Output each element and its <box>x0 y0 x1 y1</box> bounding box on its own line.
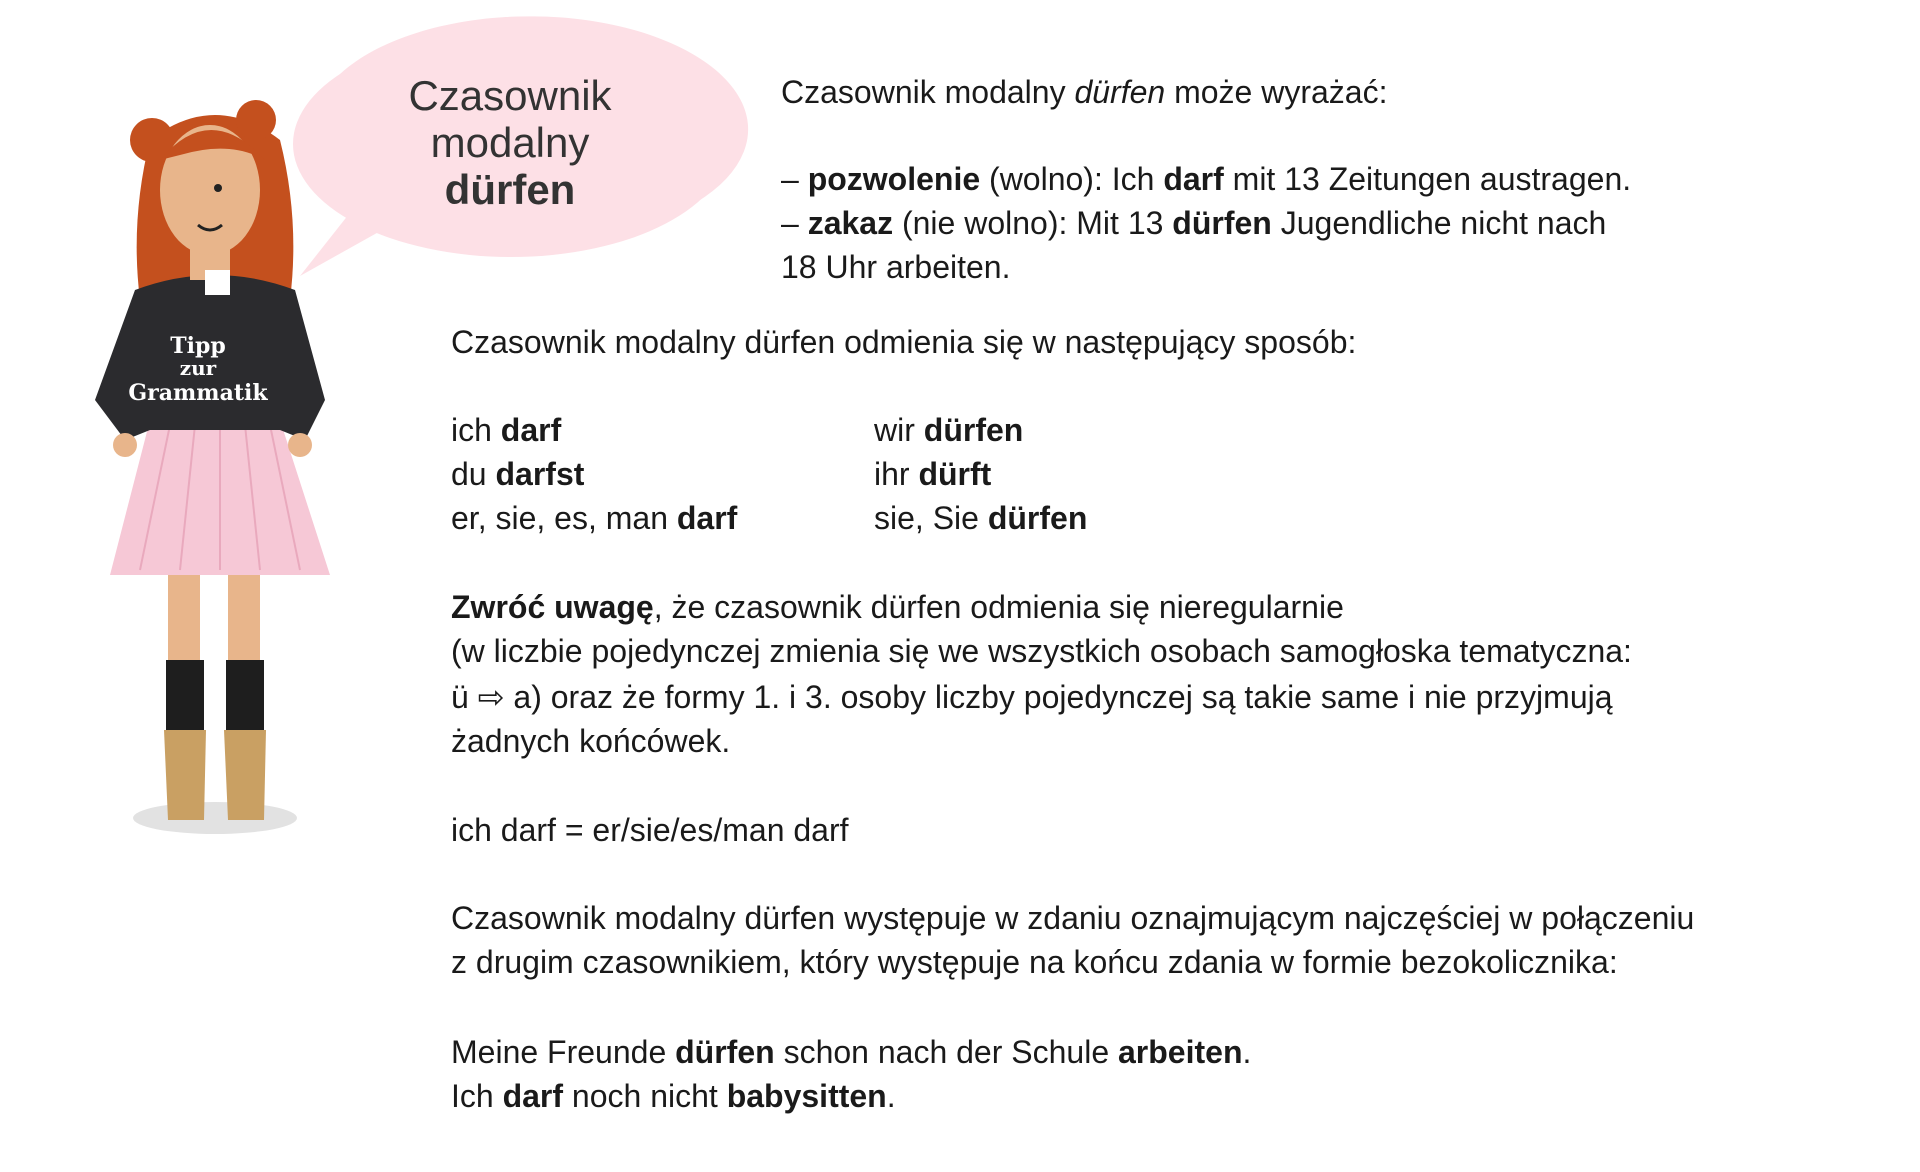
bold-text: pozwolenie <box>807 161 981 197</box>
text-line-prohibition <box>781 201 1606 245</box>
text-segment: ihr <box>874 456 919 492</box>
text-line-note-1 <box>451 585 1344 629</box>
text-line-conj-ihr <box>874 452 991 496</box>
bold-text: dürfen <box>923 412 1024 448</box>
text-segment: – <box>781 205 808 241</box>
text-line-intro <box>781 70 1387 114</box>
text-line-conj-intro <box>451 320 1356 364</box>
bold-text: zakaz <box>807 205 894 241</box>
text-segment: z drugim czasownikiem, który występuje na końcu zdania w formie bezokolicznika: <box>451 944 1618 980</box>
text-segment: Ich <box>451 1078 503 1114</box>
text-line-usage-2 <box>451 940 1618 984</box>
text-segment: (w liczbie pojedynczej zmienia się we wszystkich osobach samogłoska tematyczna: <box>451 633 1632 669</box>
text-segment: wir <box>874 412 924 448</box>
text-segment: . <box>886 1078 896 1114</box>
text-line-usage-1 <box>451 896 1694 940</box>
bubble-title-line-3: dürfen <box>444 166 576 213</box>
bold-text: darf <box>500 412 562 448</box>
text-line-conj-ich <box>451 408 561 452</box>
text-line-example-1 <box>451 1030 1251 1074</box>
text-line-note-4 <box>451 719 730 763</box>
bold-text: darfst <box>495 456 585 492</box>
text-line-note-3 <box>451 675 1613 719</box>
text-line-equation <box>451 808 849 852</box>
text-segment: , że czasownik dürfen odmienia się nieregularnie <box>653 589 1344 625</box>
text-segment: Czasownik modalny <box>781 74 1075 110</box>
text-line-conj-wir <box>874 408 1023 452</box>
bold-text: Zwróć uwagę <box>451 589 654 625</box>
text-segment: może wyrażać: <box>1165 74 1388 110</box>
text-line-conj-du <box>451 452 584 496</box>
bubble-title-line-2: modalny <box>430 119 590 166</box>
bold-text: arbeiten <box>1118 1034 1243 1070</box>
text-segment: schon nach der Schule <box>774 1034 1118 1070</box>
girl-illustration <box>80 100 350 850</box>
text-segment: Czasownik modalny dürfen odmienia się w następujący sposób: <box>451 324 1357 360</box>
text-segment: er, sie, es, man <box>451 500 677 536</box>
bold-text: darf <box>676 500 738 536</box>
text-segment: mit 13 Zeitungen austragen. <box>1223 161 1632 197</box>
text-segment: żadnych końcówek. <box>451 723 731 759</box>
text-segment: – <box>781 161 808 197</box>
bold-text: darf <box>502 1078 564 1114</box>
text-line-note-2 <box>451 629 1632 673</box>
text-segment: (wolno): Ich <box>980 161 1164 197</box>
bubble-title-line-1: Czasownik <box>408 72 612 119</box>
text-segment: sie, Sie <box>874 500 988 536</box>
text-segment: . <box>1242 1034 1252 1070</box>
text-segment: Czasownik modalny dürfen występuje w zdaniu oznajmującym najczęściej w połączeniu <box>451 900 1695 936</box>
bold-text: darf <box>1163 161 1224 197</box>
text-segment: (nie wolno): Mit 13 <box>893 205 1173 241</box>
italic-text: dürfen <box>1074 74 1166 110</box>
text-segment: du <box>451 456 496 492</box>
text-line-permission <box>781 157 1631 201</box>
bold-text: babysitten <box>726 1078 887 1114</box>
text-segment: ich darf = er/sie/es/man darf <box>451 812 849 848</box>
bold-text: dürfen <box>675 1034 775 1070</box>
text-segment: Meine Freunde <box>451 1034 676 1070</box>
text-segment: noch nicht <box>563 1078 727 1114</box>
shirt-text-2: zur <box>179 356 217 380</box>
bold-text: dürfen <box>987 500 1088 536</box>
bold-text: dürfen <box>1172 205 1272 241</box>
text-segment: Jugendliche nicht nach <box>1271 205 1607 241</box>
text-line-conj-sie <box>874 496 1087 540</box>
text-line-prohibition-cont <box>781 245 1010 289</box>
shirt-text-1: Tipp <box>170 333 226 359</box>
text-line-conj-er <box>451 496 737 540</box>
text-line-example-2 <box>451 1074 896 1118</box>
text-segment: ich <box>451 412 501 448</box>
shirt-text-3: Grammatik <box>128 380 268 406</box>
text-segment: 18 Uhr arbeiten. <box>781 249 1011 285</box>
text-segment: ü ⇨ a) oraz że formy 1. i 3. osoby liczby pojedynczej są takie same i nie przyjmują <box>451 679 1613 715</box>
bold-text: dürft <box>918 456 992 492</box>
